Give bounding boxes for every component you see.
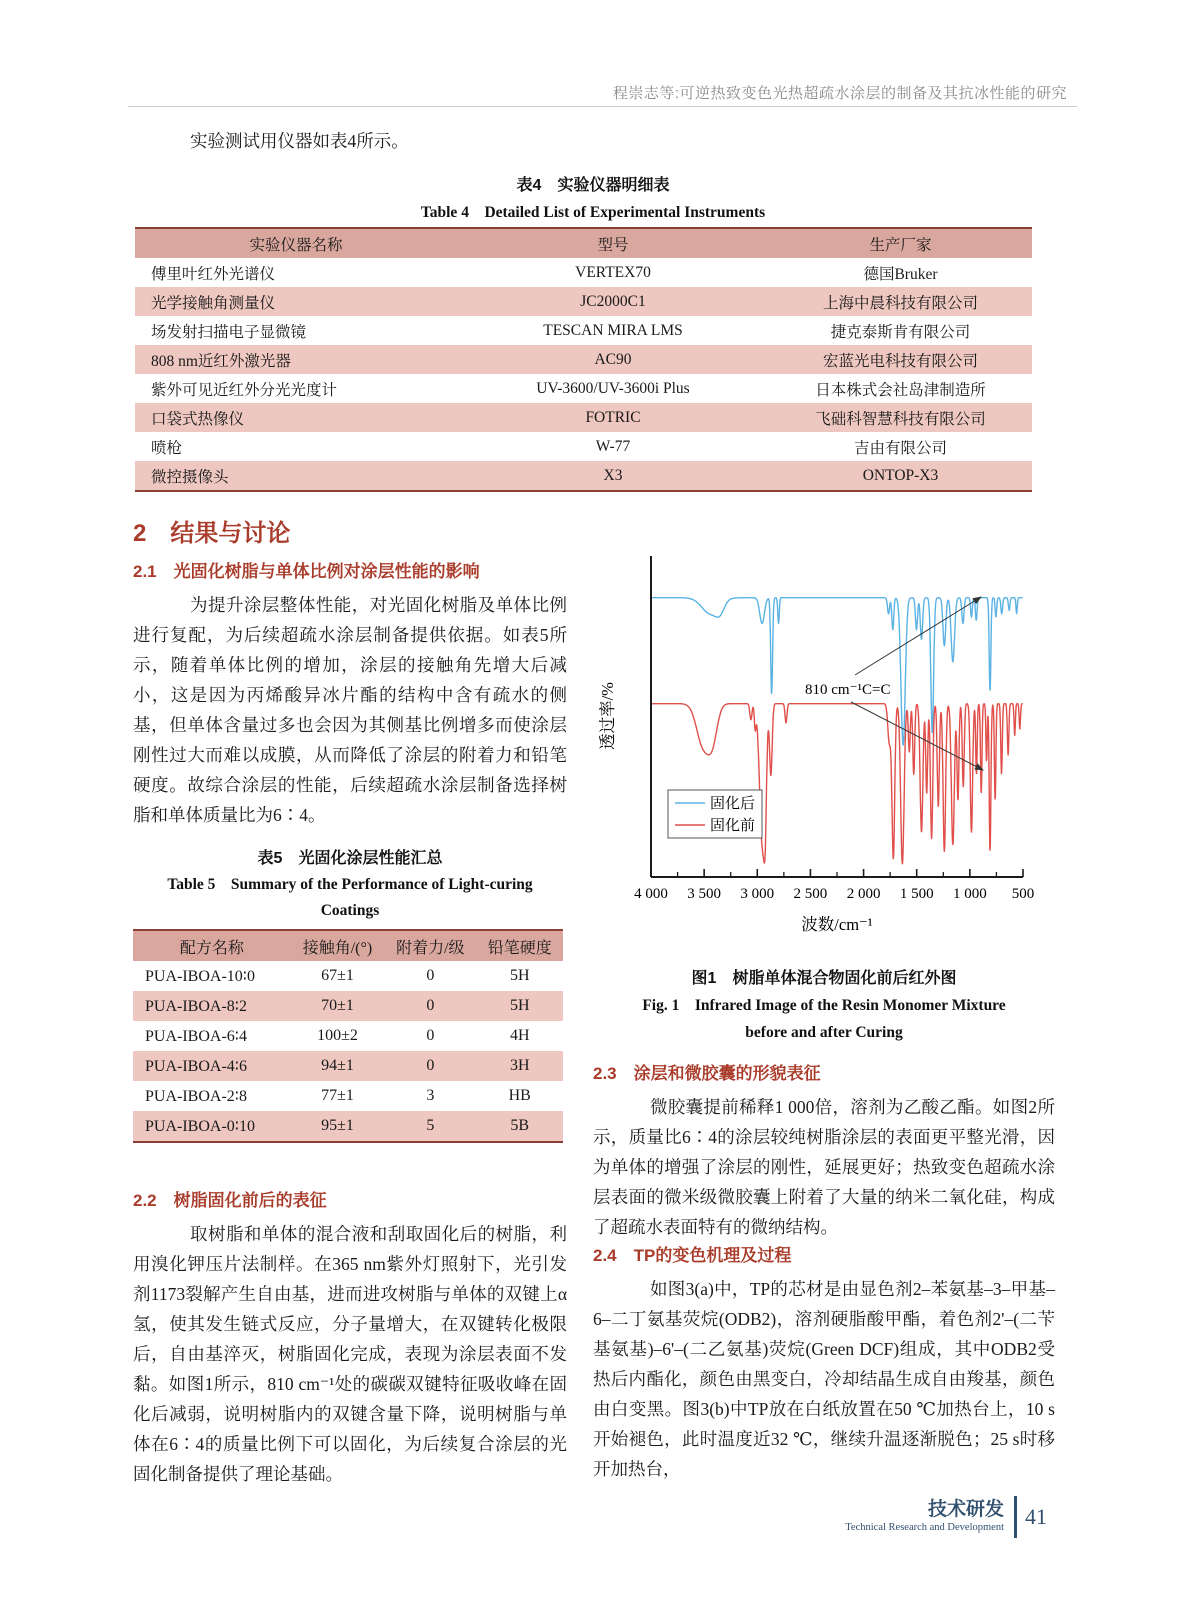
table-cell: JC2000C1 [457,287,769,316]
table-cell: 5 [384,1111,476,1142]
x-tick-label: 1 500 [899,886,934,902]
table-cell: TESCAN MIRA LMS [543,321,683,339]
column-header: 生产厂家 [769,228,1032,258]
table-cell: 喷枪 [151,439,183,457]
table-cell: 捷克泰斯肯有限公司 [830,323,971,341]
page-footer [845,1496,1047,1538]
table4-caption [133,172,1053,226]
section-2-1-heading: 2.1 光固化树脂与单体比例对涂层性能的影响 [133,562,480,581]
table-cell: 0 [426,967,435,984]
column-header: 实验仪器名称 [135,228,457,258]
instruments-table [135,227,1032,492]
section-2-3-paragraph: 微胶囊提前稀释1 000倍，溶剂为乙酸乙酯。如图2所示，质量比6∶4的涂层较纯树脂涂层的表面更平整光滑，因为单体的增强了涂层的刚性，延展更好；热致变色超疏水涂层表面的微米级微胶囊上附着了大量的纳米二氧化硅，构成了超疏水表面特有的微纳结构。 [593,1097,1055,1237]
table-row [133,991,563,1021]
table-cell: 94±1 [291,1051,385,1081]
table-cell: 77±1 [321,1087,354,1104]
spectrum-curve [651,704,1023,864]
table-cell: PUA-IBOA-8∶2 [133,991,291,1021]
table-header-row [135,228,1032,258]
x-tick-label: 3 500 [687,886,722,902]
table-cell: 0 [384,1051,476,1081]
footer-label-en: Technical Research and Development [845,1522,1004,1533]
table5-caption [133,846,567,924]
two-column-area [133,514,1055,1489]
table-cell: ONTOP-X3 [769,461,1032,491]
table-cell: 3 [426,1087,435,1104]
table-row [135,316,1032,345]
footer-labels [845,1499,1004,1535]
table-cell: PUA-IBOA-6∶4 [145,1028,247,1045]
table-row [133,1021,563,1051]
figure1 [593,544,1055,947]
column-header: 接触角/(°) [291,930,385,961]
table-cell: 0 [426,1027,435,1044]
table-cell: 上海中晨科技有限公司 [769,287,1032,316]
figure1-caption-en-line1: Fig. 1 Infrared Image of the Resin Monomer Mixture [642,997,1006,1014]
table-cell: 5H [509,967,530,984]
table-header-row [133,930,563,961]
table-cell: PUA-IBOA-0∶10 [133,1111,291,1142]
footer-divider-bar [1014,1496,1017,1538]
column-header: 铅笔硬度 [476,930,563,961]
table-cell: AC90 [457,345,769,374]
table-cell: 100±2 [317,1027,358,1044]
table-cell: 光学接触角测量仪 [135,287,457,316]
table-cell: VERTEX70 [575,263,651,281]
table4-caption-en: Table 4 Detailed List of Experimental Instruments [420,204,766,221]
spectrum-curve [651,598,1023,746]
annotation-810-label: 810 cm⁻¹C=C [805,682,891,698]
table-row [133,1111,563,1142]
table-cell: 67±1 [321,967,354,984]
column-header: 附着力/级 [384,930,476,961]
table-cell: 吉由有限公司 [853,439,947,457]
table-cell: 4H [509,1027,530,1044]
table-cell: PUA-IBOA-2∶8 [145,1088,247,1105]
table-cell: W-77 [595,437,631,455]
x-tick-label: 4 000 [634,886,668,902]
y-axis-label: 透过率/% [598,682,617,750]
table-cell: FOTRIC [457,403,769,432]
table-row [135,432,1032,461]
table-cell: 口袋式热像仪 [135,403,457,432]
right-column [593,514,1055,1489]
table-cell: HB [508,1087,531,1104]
table-cell: 5B [476,1111,563,1142]
table-cell: 宏蓝光电科技有限公司 [769,345,1032,374]
x-tick-label: 3 000 [740,886,775,902]
table-cell: X3 [457,461,769,491]
table-row [135,345,1032,374]
figure1-caption-cn: 图1 树脂单体混合物固化前后红外图 [691,970,957,987]
figure1-chart [593,544,1055,942]
table-row [135,287,1032,316]
table-cell: 德国Bruker [863,265,938,283]
table-cell: 95±1 [291,1111,385,1142]
table-cell: 70±1 [291,991,385,1021]
table-cell: 3H [476,1051,563,1081]
table-row [135,461,1032,491]
section-2-2-paragraph: 取树脂和单体的混合液和刮取固化后的树脂，利用溴化钾压片法制样。在365 nm紫外灯照射下，光引发剂1173裂解产生自由基，进而进攻树脂与单体的双键上α氢，使其发生链式反应，分子量增大，在双键转化极限后，自由基淬灭，树脂固化完成，表现为涂层表面不发黏。如图1所示，810 cm⁻¹处的碳碳双键特征吸收峰在固化后减弱，说明树脂内的双键含量下降，说明树脂与单体在6∶4的质量比例下可以固化，为后续复合涂层的光固化制备提供了理论基础。 [133,1224,567,1484]
x-tick-label: 1 000 [952,886,987,902]
table4-caption-cn: 表4 实验仪器明细表 [516,177,670,194]
legend-label: 固化前 [710,818,756,834]
table-row [133,1051,563,1081]
running-head: 程崇志等:可逆热致变色光热超疏水涂层的制备及其抗冰性能的研究 [612,85,1067,102]
section-2-heading: 2 结果与讨论 [133,520,291,547]
table-cell: 傅里叶红外光谱仪 [151,265,276,283]
header-divider [128,106,1077,107]
table-cell: 微控摄像头 [135,461,457,491]
figure1-caption-en-line2: before and after Curing [745,1024,903,1041]
table-cell: 紫外可见近红外分光光度计 [151,381,338,399]
x-tick-label: 500 [1011,886,1035,902]
section-2-1-paragraph: 为提升涂层整体性能，对光固化树脂及单体比例进行复配，为后续超疏水涂层制备提供依据。如表5所示，随着单体比例的增加，涂层的接触角先增大后减小，这是因为丙烯酸异冰片酯的结构中含有疏水的侧基，但单体含量过多也会因为其侧基比例增多而使涂层刚性过大而难以成膜，从而降低了涂层的附着力和铅笔硬度。故综合涂层的性能，后续超疏水涂层制备选择树脂和单体质量比为6∶4。 [133,595,567,825]
table-row [133,961,563,991]
table-row [135,258,1032,287]
table-cell: PUA-IBOA-4∶6 [133,1051,291,1081]
coating-performance-table [133,929,563,1143]
table-row [135,374,1032,403]
table-cell: PUA-IBOA-10∶0 [145,968,255,985]
table-row [133,1081,563,1111]
table-cell: 808 nm近红外激光器 [135,345,457,374]
table-cell: 日本株式会社岛津制造所 [815,381,986,399]
column-header: 配方名称 [133,930,291,961]
table5-caption-en-line2: Coatings [320,902,380,919]
table-row [135,403,1032,432]
table-cell: 5H [476,991,563,1021]
left-column [133,514,567,1489]
section-2-4-heading: 2.4 TP的变色机理及过程 [593,1246,792,1265]
table-cell: 场发射扫描电子显微镜 [151,323,307,341]
page-number: 41 [1025,1504,1047,1529]
figure1-caption [593,965,1055,1046]
footer-label-cn: 技术研发 [927,1499,1004,1520]
table-cell: 飞础科智慧科技有限公司 [769,403,1032,432]
x-axis-label: 波数/cm⁻¹ [801,915,873,934]
x-tick-label: 2 000 [846,886,881,902]
x-tick-label: 2 500 [793,886,828,902]
column-header: 型号 [457,228,769,258]
intro-paragraph: 实验测试用仪器如表4所示。 [190,131,409,151]
table-cell: UV-3600/UV-3600i Plus [536,379,690,397]
table5-caption-en-line1: Table 5 Summary of the Performance of Light-curing [167,876,533,893]
section-2-3-heading: 2.3 涂层和微胶囊的形貌表征 [593,1064,821,1083]
section-2-4-paragraph: 如图3(a)中，TP的芯材是由显色剂2–苯氨基–3–甲基–6–二丁氨基荧烷(ODB2)，溶剂硬脂酸甲酯，着色剂2'–(二苄基氨基)–6'–(二乙氨基)荧烷(Green DCF)组成，其中ODB2受热后内酯化，颜色由黑变白，冷却结晶生成自由羧基，颜色由白变黑。图3(b)中TP放在白纸放置在50 ℃加热台上，10 s开始褪色，此时温度近32 ℃，继续升温逐渐脱色；25 s时移开加热台， [593,1279,1055,1479]
legend-label: 固化后 [710,796,756,812]
table5-caption-cn: 表5 光固化涂层性能汇总 [257,850,443,867]
table-cell: 0 [384,991,476,1021]
section-2-2-heading: 2.2 树脂固化前后的表征 [133,1191,327,1210]
